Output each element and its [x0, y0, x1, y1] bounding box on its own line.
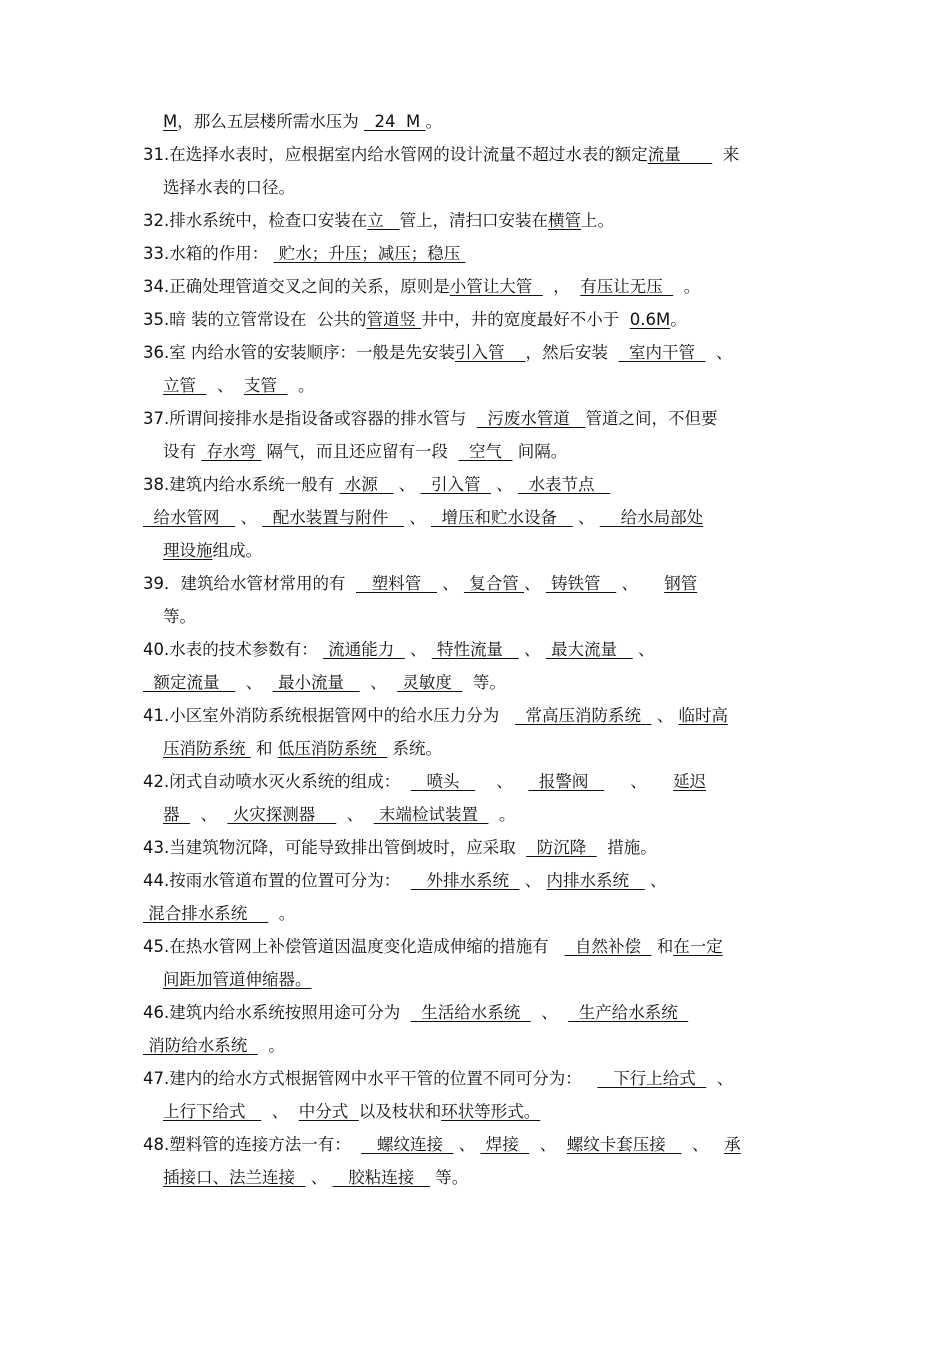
question-text: 等。 — [462, 673, 506, 692]
answer-text: 0.6M — [629, 310, 671, 329]
text-line — [0, 668, 950, 698]
answer-text: 有压让无压 — [580, 277, 674, 296]
question-text: 、 — [518, 640, 546, 659]
text-line — [0, 602, 950, 632]
text-line — [0, 965, 950, 995]
text-line — [0, 272, 950, 302]
answer-text: 灵敏度 — [397, 673, 463, 692]
text-line — [0, 206, 950, 236]
answer-text: 消防给水系统 — [143, 1036, 258, 1055]
question-text: 、 — [305, 1168, 333, 1187]
answer-text: 报警阀 — [528, 772, 605, 791]
question-text: 、 — [393, 475, 421, 494]
question-text: 以及枝状和 — [358, 1102, 442, 1121]
question-text: 和 — [250, 739, 278, 758]
question-text: 。 — [257, 1036, 285, 1055]
answer-text: 下行上给式 — [597, 1069, 707, 1088]
text-line — [0, 569, 950, 599]
question-text: 上。 — [581, 211, 614, 230]
answer-text: 室内干管 — [618, 343, 706, 362]
text-line — [0, 866, 950, 896]
text-line — [0, 107, 950, 137]
answer-text: 给水管网 — [143, 508, 236, 527]
text-line — [0, 404, 950, 434]
question-text: 41.小区室外消防系统根据管网中的给水压力分为 — [143, 706, 515, 725]
answer-text: M — [163, 112, 178, 131]
text-line — [0, 767, 950, 797]
question-text: 、 — [206, 376, 244, 395]
question-text: 、 — [404, 640, 432, 659]
answer-text: 焊接 — [480, 1135, 530, 1154]
answer-text: 立管 — [163, 376, 207, 395]
answer-text: 螺纹连接 — [361, 1135, 454, 1154]
question-text: 、 — [523, 574, 546, 593]
question-text: 44.按雨水管道布置的位置可分为： — [143, 871, 411, 890]
answer-text: 引入管 — [420, 475, 491, 494]
text-line — [0, 536, 950, 566]
question-text: 组成。 — [212, 541, 262, 560]
answer-text: 螺纹卡套压接 — [566, 1135, 682, 1154]
question-text: 、 — [359, 673, 398, 692]
question-text: 、 — [651, 706, 679, 725]
answer-text: 引入管 — [455, 343, 526, 362]
question-text: 、 — [403, 508, 431, 527]
question-text: 40.水表的技术参数有： — [143, 640, 323, 659]
text-line — [0, 1064, 950, 1094]
text-line — [0, 1097, 950, 1127]
question-text: 、 — [490, 475, 518, 494]
answer-text: 在一定 — [673, 937, 723, 956]
question-text: 、 — [235, 673, 273, 692]
question-text: 32.排水系统中，检查口安装在 — [143, 211, 368, 230]
answer-text: 间距加管道伸缩器。 — [163, 970, 312, 989]
text-line — [0, 899, 950, 929]
answer-text: 横管 — [548, 211, 581, 230]
question-text: 33.水箱的作用： — [143, 244, 274, 263]
answer-text: 承 — [724, 1135, 741, 1154]
question-text: 31.在选择水表时，应根据室内给水管网的设计流量不超过水表的额定 — [143, 145, 648, 164]
question-text: 46.建筑内给水系统按照用途可分为 — [143, 1003, 411, 1022]
question-text: 47.建内的给水方式根据管网中水平干管的位置不同可分为： — [143, 1069, 598, 1088]
answer-text: 特性流量 — [431, 640, 519, 659]
question-text: 间隔。 — [512, 442, 568, 461]
question-text: 。 — [268, 904, 296, 923]
question-text: 。 — [673, 277, 701, 296]
question-text: 43.当建筑物沉降，可能导致排出管倒坡时，应采取 — [143, 838, 527, 857]
question-text: ，然后安装 — [525, 343, 619, 362]
question-text: 。 — [670, 310, 687, 329]
answer-text: 24 M — [364, 112, 426, 131]
answer-text: 最小流量 — [272, 673, 360, 692]
question-text: 37.所谓间接排水是指设备或容器的排水管与 — [143, 409, 477, 428]
answer-text: 末端检试装置 — [373, 805, 489, 824]
question-text: 34.正确处理管道交叉之间的关系，原则是 — [143, 277, 450, 296]
answer-text: 喷头 — [410, 772, 476, 791]
answer-text: 铸铁管 — [545, 574, 617, 593]
text-line — [0, 140, 950, 170]
question-text: 、 — [632, 640, 655, 659]
answer-text: 流通能力 — [323, 640, 405, 659]
text-line — [0, 239, 950, 269]
question-text: 、 — [705, 343, 733, 362]
answer-text: 钢管 — [664, 574, 698, 593]
question-text: 、 — [530, 1003, 569, 1022]
question-text: 设有 — [163, 442, 202, 461]
question-text: 系统。 — [387, 739, 442, 758]
text-line — [0, 503, 950, 533]
question-text: 等。 — [429, 1168, 469, 1187]
text-line — [0, 734, 950, 764]
answer-text: 混合排水系统 — [143, 904, 269, 923]
answer-text: 防沉降 — [526, 838, 597, 857]
answer-text: 上行下给式 — [163, 1102, 262, 1121]
question-text: 42.闭式自动喷水灭火系统的组成： — [143, 772, 411, 791]
question-text: 、 — [616, 574, 665, 593]
answer-text: 支管 — [243, 376, 288, 395]
answer-text: 延迟 — [673, 772, 707, 791]
text-line — [0, 998, 950, 1028]
answer-text: 低压消防系统 — [277, 739, 388, 758]
question-text: ， — [542, 277, 581, 296]
question-text: 36.室 内给水管的安装顺序：一般是先安装 — [143, 343, 455, 362]
text-line — [0, 437, 950, 467]
answer-text: 立 — [367, 211, 400, 230]
answer-text: 常高压消防系统 — [514, 706, 652, 725]
question-text: 、 — [261, 1102, 299, 1121]
answer-text: 插接口、法兰连接 — [163, 1168, 306, 1187]
answer-text: 管道竖 — [366, 310, 422, 329]
answer-text: 污废水管道 — [476, 409, 586, 428]
question-text: 管上，清扫口安装在 — [399, 211, 548, 230]
answer-text: 中分式 — [298, 1102, 359, 1121]
question-text: 、 — [572, 508, 600, 527]
question-text: 隔气，而且还应留有一段 — [261, 442, 459, 461]
question-text: 、 — [235, 508, 263, 527]
question-text: 井中，井的宽度最好不小于 — [421, 310, 630, 329]
answer-text: 自然补偿 — [564, 937, 652, 956]
question-text: 48.塑料管的连接方法一有： — [143, 1135, 362, 1154]
question-text: 、 — [475, 772, 529, 791]
answer-text: 空气 — [458, 442, 513, 461]
answer-text: 器 — [163, 805, 190, 824]
answer-text: 内排水系统 — [546, 871, 645, 890]
text-line — [0, 305, 950, 335]
question-text: 、 — [336, 805, 374, 824]
text-line — [0, 1031, 950, 1061]
question-text: 、 — [190, 805, 228, 824]
answer-text: 火灾探测器 — [227, 805, 337, 824]
answer-text: 配水装置与附件 — [262, 508, 404, 527]
text-line — [0, 932, 950, 962]
answer-text: 流量 — [647, 145, 713, 164]
answer-text: 塑料管 — [356, 574, 437, 593]
question-text: 、 — [706, 1069, 734, 1088]
question-text: 和 — [651, 937, 674, 956]
answer-text: 压消防系统 — [163, 739, 251, 758]
text-line — [0, 1130, 950, 1160]
answer-text: 最大流量 — [545, 640, 633, 659]
text-line — [0, 635, 950, 665]
question-text: 选择水表的口径。 — [163, 178, 295, 197]
text-line — [0, 173, 950, 203]
answer-text: 小管让大管 — [449, 277, 543, 296]
answer-text: 存水弯 — [201, 442, 262, 461]
question-text: 来 — [712, 145, 740, 164]
answer-text: 生活给水系统 — [410, 1003, 531, 1022]
text-line — [0, 371, 950, 401]
answer-text: 环状等形式。 — [441, 1102, 541, 1121]
answer-text: 外排水系统 — [410, 871, 520, 890]
question-text: 38.建筑内给水系统一般有 — [143, 475, 340, 494]
text-line — [0, 470, 950, 500]
answer-text: 水源 — [339, 475, 394, 494]
answer-text: 水表节点 — [517, 475, 611, 494]
question-text: 、 — [681, 1135, 725, 1154]
question-text: ，那么五层楼所需水压为 — [177, 112, 364, 131]
answer-text: 理设施 — [163, 541, 213, 560]
text-line — [0, 833, 950, 863]
question-text: 措施。 — [596, 838, 657, 857]
question-text: 。 — [488, 805, 516, 824]
question-text: 、 — [604, 772, 674, 791]
question-text: 、 — [453, 1135, 481, 1154]
question-text: 、 — [529, 1135, 567, 1154]
answer-text: 贮水；升压；减压；稳压 — [273, 244, 466, 263]
text-line — [0, 800, 950, 830]
question-text: 、 — [519, 871, 547, 890]
answer-text: 给水局部处 — [599, 508, 704, 527]
question-text: 、 — [436, 574, 464, 593]
question-text: 45.在热水管网上补偿管道因温度变化造成伸缩的措施有 — [143, 937, 565, 956]
text-line — [0, 338, 950, 368]
answer-text: 生产给水系统 — [568, 1003, 689, 1022]
question-text: 。 — [287, 376, 315, 395]
answer-text: 增压和贮水设备 — [430, 508, 573, 527]
question-text: 35.暗 装的立管常设在 公共的 — [143, 310, 367, 329]
answer-text: 临时高 — [678, 706, 728, 725]
question-text: 。 — [425, 112, 442, 131]
question-text: 等。 — [163, 607, 196, 626]
answer-text: 复合管 — [463, 574, 524, 593]
question-text: 39．建筑给水管材常用的有 — [143, 574, 356, 593]
text-line — [0, 1163, 950, 1193]
question-text: 管道之间，不但要 — [585, 409, 718, 428]
question-text: 、 — [644, 871, 667, 890]
answer-text: 额定流量 — [143, 673, 236, 692]
text-line — [0, 701, 950, 731]
answer-text: 胶粘连接 — [332, 1168, 430, 1187]
